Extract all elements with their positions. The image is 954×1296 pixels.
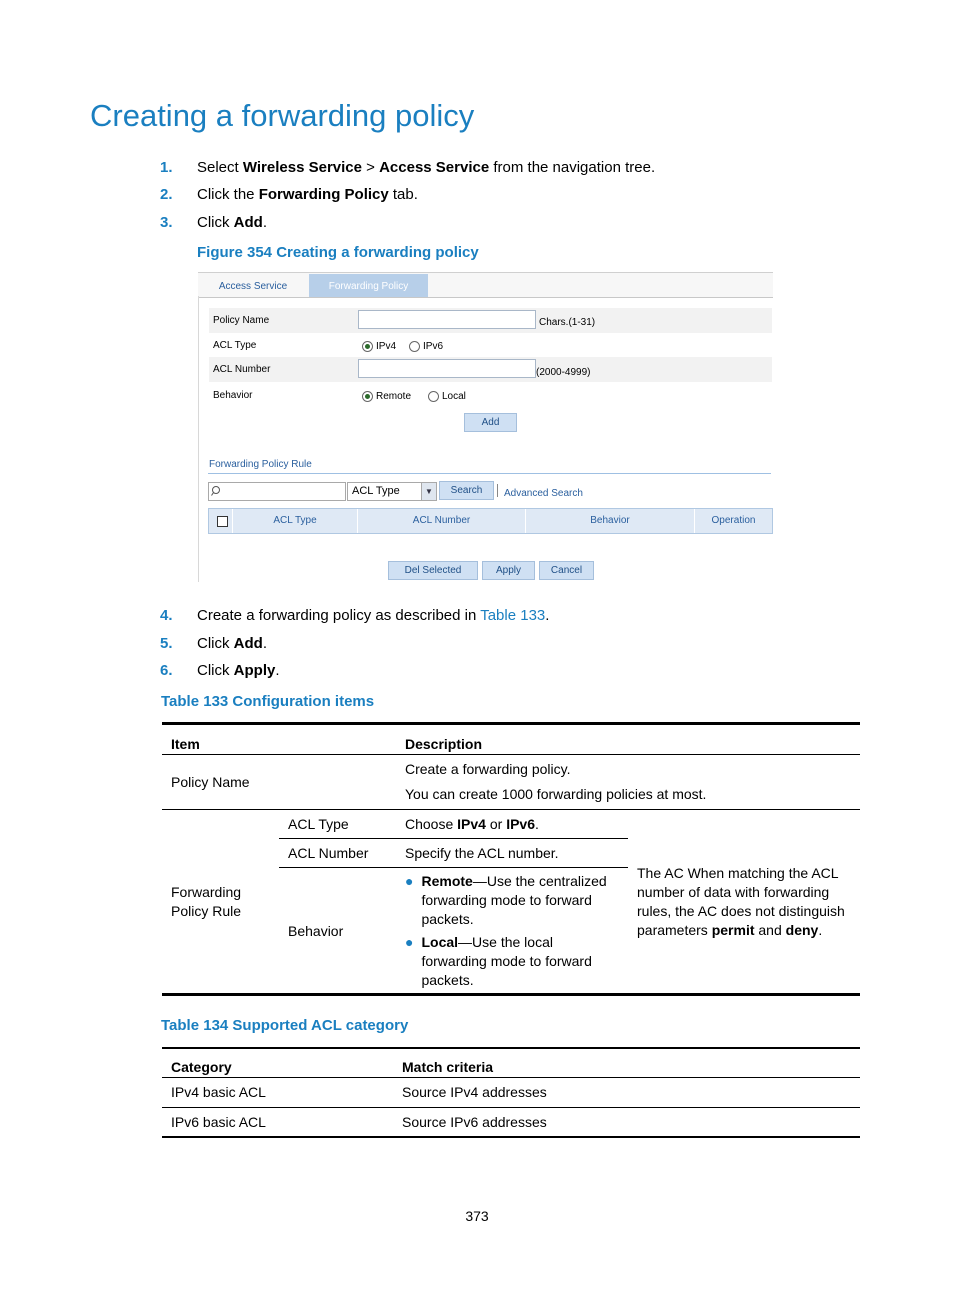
rule-table-header	[208, 508, 773, 534]
criteria-cell: Source IPv4 addresses	[402, 1084, 547, 1100]
bullet-icon: ●	[405, 872, 414, 889]
ipv6-label: IPv6	[423, 341, 444, 352]
header-category: Category	[162, 1048, 393, 1077]
note-text: and	[754, 921, 786, 938]
note-bold: deny	[785, 921, 819, 938]
fwd-rule-text: Forwarding Policy Rule	[171, 883, 242, 919]
acl-type-select[interactable]	[347, 482, 437, 501]
section-divider	[208, 473, 771, 474]
local-label: Local	[442, 391, 466, 402]
step-text: Click	[197, 662, 234, 679]
policy-name-label: Policy Name	[213, 315, 270, 326]
search-icon	[211, 485, 223, 497]
advanced-search-link[interactable]: Advanced Search	[504, 488, 583, 499]
table-134-caption: Table 134 Supported ACL category	[161, 1017, 409, 1034]
step-bold: Apply	[233, 662, 276, 679]
figure-border	[198, 296, 199, 582]
bullet-icon: ●	[405, 933, 414, 950]
step-bold: Add	[233, 214, 263, 231]
table-133-link[interactable]: Table 133	[480, 607, 546, 624]
acl-type-desc-cell	[396, 810, 628, 839]
table-134	[162, 1047, 860, 1138]
page-number: 373	[465, 1208, 489, 1224]
step-bold: Add	[233, 635, 263, 652]
behavior-desc-cell	[396, 868, 628, 995]
rule-search-input[interactable]	[208, 482, 346, 501]
ipv6-radio[interactable]	[409, 341, 420, 352]
step-bold: Forwarding Policy	[258, 186, 389, 203]
note-bold: permit	[711, 921, 755, 938]
page-title: Creating a forwarding policy	[90, 98, 475, 133]
step-number: 1.	[160, 159, 173, 176]
step-text: from the navigation tree.	[489, 159, 656, 176]
acl-type-cell: ACL Type	[279, 810, 396, 839]
step-text: Create a forwarding policy as described in	[197, 607, 481, 624]
step-1	[160, 158, 655, 178]
desc-bold: IPv6	[506, 816, 536, 832]
step-number: 2.	[160, 186, 173, 203]
step-text: .	[262, 635, 268, 652]
figure-caption: Figure 354 Creating a forwarding policy	[197, 244, 479, 261]
ipv4-radio[interactable]	[362, 341, 373, 352]
ipv4-label: IPv4	[376, 341, 397, 352]
table-133	[162, 722, 860, 996]
tab-bar	[198, 272, 773, 298]
acl-type-label: ACL Type	[213, 340, 257, 351]
remote-label: Remote	[376, 391, 412, 402]
step-text: Click	[197, 635, 234, 652]
step-bold: Wireless Service	[242, 159, 362, 176]
tab-forwarding-policy[interactable]: Forwarding Policy	[309, 274, 428, 297]
header-item: Item	[162, 724, 396, 755]
acl-number-desc-cell: Specify the ACL number.	[396, 839, 628, 868]
step-3	[160, 213, 267, 233]
policy-desc-cell	[396, 755, 860, 810]
step-6	[160, 661, 280, 681]
acl-number-input[interactable]	[358, 359, 536, 378]
table-row	[162, 1107, 860, 1137]
behavior-cell: Behavior	[288, 922, 344, 939]
remote-radio[interactable]	[362, 391, 373, 402]
policy-desc-2: You can create 1000 forwarding policies at most.	[405, 786, 707, 802]
step-4	[160, 606, 549, 626]
desc-text: Choose	[405, 816, 458, 832]
category-cell: IPv4 basic ACL	[171, 1084, 266, 1100]
policy-name-row	[209, 308, 772, 333]
col-acl-number[interactable]: ACL Number	[358, 509, 526, 533]
local-term: Local	[421, 933, 459, 950]
category-cell: IPv6 basic ACL	[171, 1113, 266, 1130]
step-text: .	[262, 214, 268, 231]
step-text: Click	[197, 214, 234, 231]
step-2	[160, 185, 418, 205]
remote-desc: —Use the centralized forwarding mode to forward packets.	[421, 872, 607, 927]
list-item	[405, 872, 619, 929]
rule-section-title: Forwarding Policy Rule	[209, 459, 312, 470]
note-text: .	[818, 921, 823, 938]
fwd-rule-cell	[162, 810, 279, 995]
acl-number-hint: (2000-4999)	[536, 367, 591, 378]
separator	[497, 484, 498, 497]
figure-screenshot	[198, 272, 773, 582]
table-133-caption: Table 133 Configuration items	[161, 693, 375, 710]
select-all-checkbox[interactable]	[217, 516, 228, 527]
list-item	[405, 933, 619, 990]
chevron-down-icon[interactable]: ▼	[421, 483, 436, 500]
header-match-criteria: Match criteria	[393, 1048, 860, 1077]
acl-number-row	[209, 357, 772, 382]
acl-type-row	[209, 333, 772, 358]
table-row	[162, 755, 860, 810]
step-text: .	[275, 662, 280, 679]
search-button[interactable]: Search	[439, 481, 494, 500]
desc-bold: IPv4	[457, 816, 486, 832]
step-text: Select	[197, 159, 243, 176]
policy-name-cell: Policy Name	[171, 774, 250, 790]
step-number: 3.	[160, 214, 173, 231]
step-5	[160, 634, 267, 654]
step-text: Click the	[197, 186, 259, 203]
step-text: .	[545, 607, 550, 624]
col-operation: Operation	[711, 515, 756, 526]
policy-name-hint: Chars.(1-31)	[539, 317, 596, 328]
desc-text: or	[485, 816, 507, 832]
criteria-cell: Source IPv6 addresses	[402, 1113, 547, 1130]
step-number: 5.	[160, 635, 173, 652]
local-desc: —Use the local forwarding mode to forward packets.	[421, 933, 592, 988]
select-all-cell	[209, 509, 233, 533]
step-number: 4.	[160, 607, 173, 624]
header-description: Description	[396, 724, 860, 755]
table-row	[162, 810, 860, 839]
desc-text: .	[535, 816, 539, 832]
step-text: >	[361, 159, 380, 176]
acl-number-label: ACL Number	[213, 364, 271, 375]
note-text: The AC When matching the ACL number of data with forwarding rules, the AC does not distinguish parameters	[637, 864, 845, 938]
cancel-button[interactable]: Cancel	[539, 561, 594, 580]
add-button[interactable]: Add	[464, 413, 517, 432]
col-behavior[interactable]: Behavior	[526, 509, 695, 533]
behavior-row	[209, 383, 772, 408]
apply-button[interactable]: Apply	[482, 561, 535, 580]
behavior-label: Behavior	[213, 390, 253, 401]
del-selected-button[interactable]: Del Selected	[388, 561, 478, 580]
step-number: 6.	[160, 662, 173, 679]
remote-term: Remote	[421, 872, 473, 889]
tab-access-service[interactable]: Access Service	[218, 281, 288, 292]
col-acl-type[interactable]: ACL Type	[233, 509, 358, 533]
step-bold: Access Service	[379, 159, 490, 176]
policy-desc-1: Create a forwarding policy.	[405, 761, 571, 777]
step-text: tab.	[388, 186, 418, 203]
table-row	[162, 1077, 860, 1107]
acl-number-cell: ACL Number	[279, 839, 396, 868]
select-value: ACL Type	[352, 485, 400, 497]
note-cell	[628, 810, 860, 995]
local-radio[interactable]	[428, 391, 439, 402]
policy-name-input[interactable]	[358, 310, 536, 329]
